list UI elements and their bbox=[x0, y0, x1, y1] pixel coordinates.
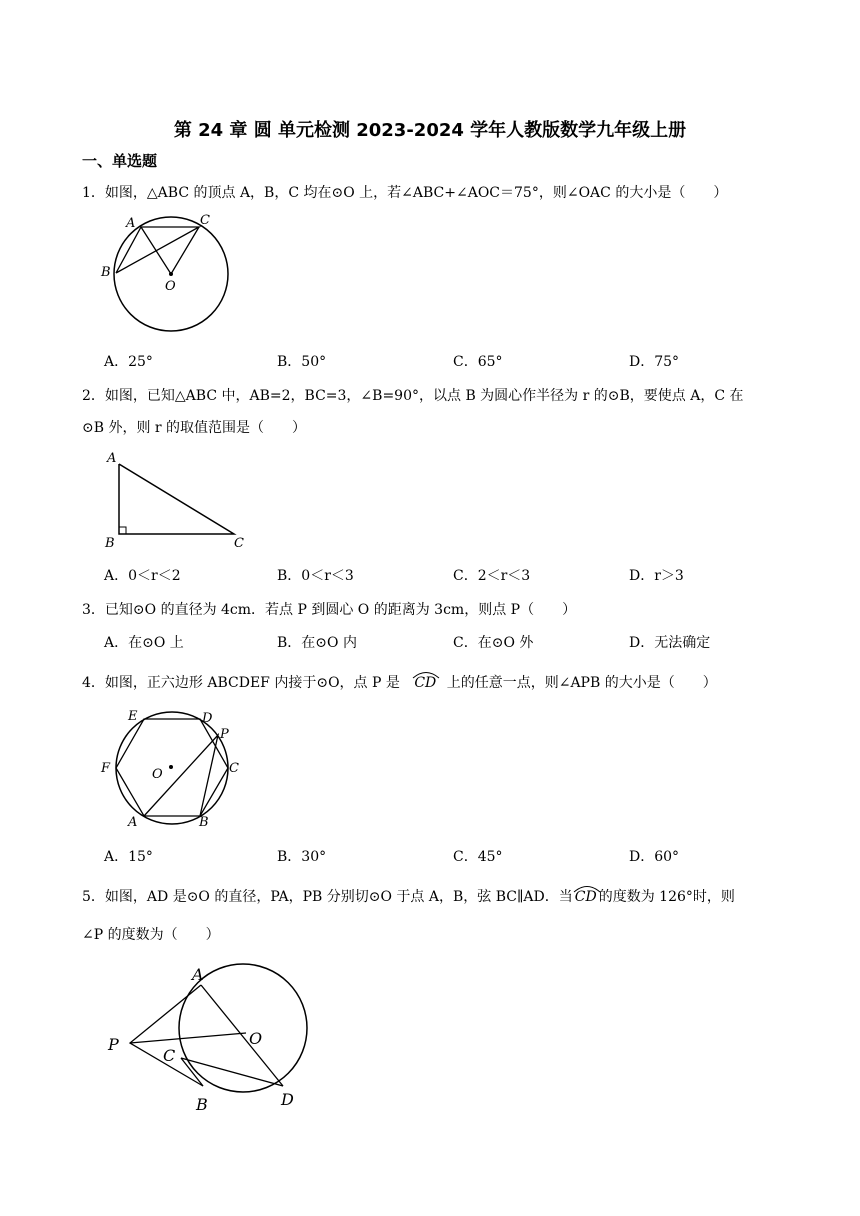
label-p: P bbox=[108, 1035, 119, 1054]
label-f: F bbox=[101, 761, 111, 776]
label-e: E bbox=[128, 709, 138, 724]
question-2-figure bbox=[100, 448, 250, 551]
label-o: O bbox=[152, 767, 163, 782]
label-d: D bbox=[202, 711, 213, 726]
label-a: A bbox=[126, 216, 136, 231]
label-c: C bbox=[234, 536, 244, 551]
q5-stem-after: 的度数为 126°时，则 bbox=[598, 889, 735, 905]
q5-arc-label: CD bbox=[574, 889, 597, 905]
q2-option-a: A．0＜r＜2 bbox=[104, 568, 181, 584]
question-1-stem: 1．如图，△ABC 的顶点 A，B，C 均在⊙O 上，若∠ABC+∠AOC＝75°，则∠OAC 的大小是（ ） bbox=[82, 185, 728, 201]
q4-arc-cd bbox=[414, 675, 436, 691]
q2-option-b: B．0＜r＜3 bbox=[277, 568, 354, 584]
line-po bbox=[130, 1033, 246, 1043]
q4-option-a: A．15° bbox=[104, 849, 153, 865]
label-a: A bbox=[128, 815, 138, 830]
label-o: O bbox=[249, 1029, 263, 1048]
label-p: P bbox=[220, 727, 229, 742]
question-5-figure bbox=[100, 960, 320, 1120]
triangle-lines bbox=[116, 227, 199, 273]
center-dot bbox=[169, 765, 173, 769]
q3-option-d: D．无法确定 bbox=[629, 635, 711, 651]
question-5-stem-line1 bbox=[82, 886, 735, 906]
q2-option-c: C．2＜r＜3 bbox=[453, 568, 531, 584]
q5-stem-before: 5．如图，AD 是⊙O 的直径，PA，PB 分别切⊙O 于点 A，B，弦 BC∥AD．当 bbox=[82, 889, 573, 905]
q2-option-d: D．r＞3 bbox=[629, 568, 684, 584]
q4-option-c: C．45° bbox=[453, 849, 503, 865]
question-4-stem bbox=[82, 672, 717, 692]
center-dot bbox=[169, 272, 173, 276]
question-1-figure bbox=[96, 208, 236, 336]
label-d: D bbox=[281, 1090, 294, 1109]
q3-option-b: B．在⊙O 内 bbox=[277, 635, 357, 651]
q4-option-d: D．60° bbox=[629, 849, 680, 865]
label-b: B bbox=[105, 536, 115, 551]
q1-option-c: C．65° bbox=[453, 354, 503, 370]
question-3-stem: 3．已知⊙O 的直径为 4cm．若点 P 到圆心 O 的距离为 3cm，则点 P（ ） bbox=[82, 602, 577, 618]
q5-arc-cd bbox=[575, 889, 597, 905]
label-a: A bbox=[107, 451, 117, 466]
radius-lines bbox=[141, 227, 199, 274]
q1-option-a: A．25° bbox=[104, 354, 153, 370]
q1-option-d: D．75° bbox=[629, 354, 680, 370]
q1-option-b: B．50° bbox=[277, 354, 327, 370]
q4-stem-after: 上的任意一点，则∠APB 的大小是（ ） bbox=[446, 675, 717, 691]
page-title: 第 24 章 圆 单元检测 2023-2024 学年人教版数学九年级上册 bbox=[173, 120, 687, 141]
label-b: B bbox=[199, 815, 209, 830]
right-angle-mark bbox=[119, 527, 126, 534]
label-c: C bbox=[229, 761, 239, 776]
q3-option-c: C．在⊙O 外 bbox=[453, 635, 534, 651]
label-b: B bbox=[196, 1095, 208, 1114]
q4-option-b: B．30° bbox=[277, 849, 327, 865]
label-b: B bbox=[101, 265, 111, 280]
q4-stem-before: 4．如图，正六边形 ABCDEF 内接于⊙O，点 P 是 bbox=[82, 675, 400, 691]
section-heading: 一、单选题 bbox=[82, 152, 158, 170]
question-2-stem-line2: ⊙B 外，则 r 的取值范围是（ ） bbox=[82, 420, 307, 436]
question-2-stem-line1: 2．如图，已知△ABC 中，AB=2，BC=3，∠B=90°，以点 B 为圆心作半径为 r 的⊙B，要使点 A，C 在 bbox=[82, 388, 744, 404]
q3-option-a: A．在⊙O 上 bbox=[104, 635, 184, 651]
q4-arc-label: CD bbox=[414, 675, 437, 691]
tangent-lines bbox=[130, 985, 203, 1086]
chord-bc bbox=[181, 1058, 203, 1086]
question-5-stem-line2: ∠P 的度数为（ ） bbox=[82, 927, 220, 943]
label-c: C bbox=[163, 1046, 176, 1065]
question-4-figure bbox=[96, 706, 246, 830]
right-triangle bbox=[119, 464, 234, 534]
label-c: C bbox=[200, 213, 210, 228]
label-o: O bbox=[165, 279, 176, 294]
label-a: A bbox=[192, 965, 204, 984]
